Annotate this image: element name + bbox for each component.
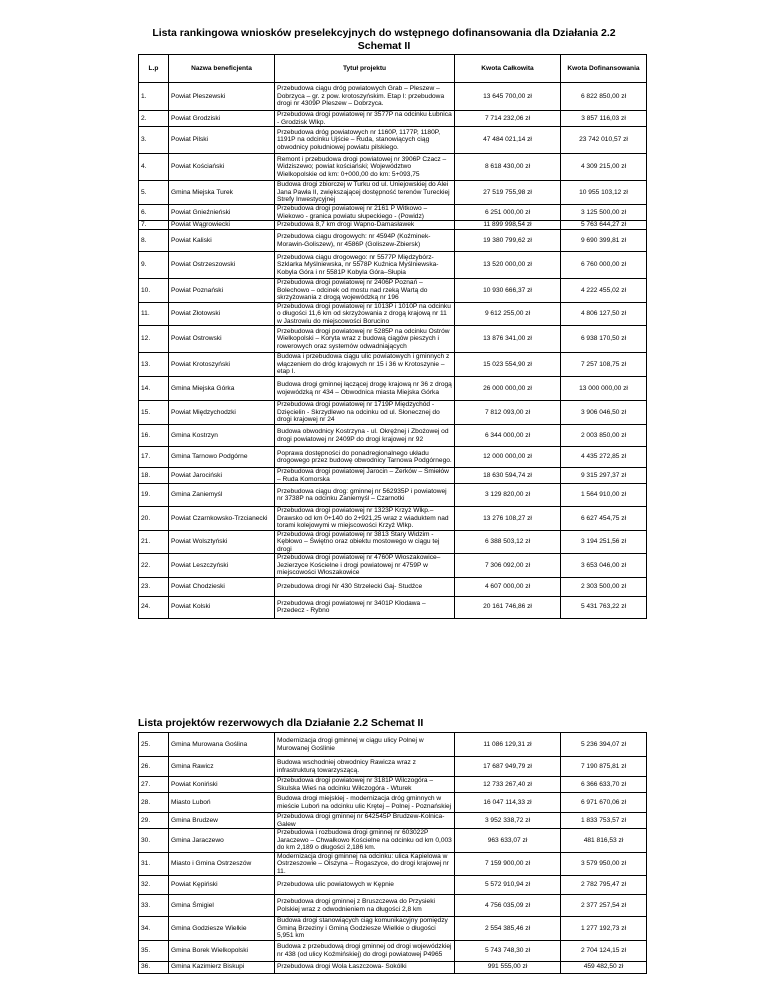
row-funding: 2 782 795,47 zł [561, 876, 647, 895]
table-row [139, 127, 647, 154]
row-funding: 459 482,50 zł [561, 961, 647, 973]
table-row [139, 596, 647, 618]
row-funding: 6 627 454,75 zł [561, 507, 647, 531]
header-total: Kwota Całkowita [455, 55, 561, 83]
table-row [139, 111, 647, 127]
row-lp: 2. [139, 111, 169, 127]
row-beneficiary: Gmina Godziesze Wielkie [169, 917, 275, 941]
row-total: 7 159 900,00 zł [455, 852, 561, 876]
row-lp: 1. [139, 83, 169, 111]
row-funding: 5 431 763,22 zł [561, 596, 647, 618]
row-beneficiary: Powiat Poznański [169, 279, 275, 303]
row-project-title: Przebudowa drogi powiatowej nr 3577P na odcinku Łubnica - Grodzisk Wlkp. [275, 111, 455, 127]
row-total: 19 380 799,62 zł [455, 230, 561, 252]
table-row [139, 961, 647, 973]
row-beneficiary: Powiat Leszczyński [169, 554, 275, 578]
row-beneficiary: Gmina Zaniemyśl [169, 484, 275, 507]
row-funding: 6 822 850,00 zł [561, 83, 647, 111]
row-lp: 6. [139, 205, 169, 221]
row-lp: 29. [139, 813, 169, 829]
row-total: 6 344 000,00 zł [455, 425, 561, 447]
row-lp: 8. [139, 230, 169, 252]
row-project-title: Budowa obwodnicy Kostrzyna - ul. Okrężnej i Zbożowej od drogi powiatowej nr 2409P do drogi krajowej nr 92 [275, 425, 455, 447]
row-total: 12 000 000,00 zł [455, 447, 561, 468]
table-row [139, 530, 647, 554]
row-total: 7 714 232,06 zł [455, 111, 561, 127]
row-funding: 7 257 108,75 zł [561, 353, 647, 377]
row-funding: 3 194 251,56 zł [561, 530, 647, 554]
row-lp: 36. [139, 961, 169, 973]
row-total: 4 607 000,00 zł [455, 577, 561, 596]
table-row [139, 917, 647, 941]
row-project-title: Przebudowa dróg powiatowych nr 1160P, 1177P, 1180P, 1191P na odcinku Ujście – Ruda, stanowiących ciąg obwodnicy południowej powiatu pilskiego. [275, 127, 455, 154]
row-beneficiary: Gmina Brudzew [169, 813, 275, 829]
row-project-title: Przebudowa drogi powiatowej nr 3813 Stary Widzim - Kębłowo – Świętno oraz obiektu mostowego w ciągu tej drogi [275, 530, 455, 554]
row-beneficiary: Powiat Ostrowski [169, 326, 275, 353]
row-total: 9 612 255,00 zł [455, 302, 561, 326]
table-row [139, 813, 647, 829]
row-project-title: Przebudowa drogi powiatowej nr 1013P i 1010P na odcinku o długości 11,6 km od skrzyżowania z drogą krajową nr 11 w Jastrowiu do miejscowości Borucino [275, 302, 455, 326]
table-row [139, 757, 647, 777]
row-total: 5 572 910,94 zł [455, 876, 561, 895]
row-project-title: Przebudowa drogi powiatowej nr 1323P Krzyż Wlkp.–Drawsko od km 0+140 do 2+921,25 wraz z wiaduktem nad torami kolejowymi w miejscowości Krzyż Wlkp. [275, 507, 455, 531]
reserve-section-title: Lista projektów rezerwowych dla Działanie 2.2 Schemat II [138, 717, 424, 729]
row-project-title: Przebudowa drogi powiatowej nr 1719P Międzychód - Dzięcielin - Skrzydlewo na odcinku od ul. Słonecznej do drogi krajowej nr 24 [275, 401, 455, 425]
row-lp: 15. [139, 401, 169, 425]
row-funding: 4 806 127,50 zł [561, 302, 647, 326]
row-project-title: Przebudowa ciągu drog: gminnej nr 562935P i powiatowej nr 3738P na odcinku Zaniemyśl – Czarnotki [275, 484, 455, 507]
reserve-table [138, 732, 647, 974]
row-total: 10 930 666,37 zł [455, 279, 561, 303]
row-project-title: Modernizacja drogi gminnej na odcinku: ulica Kapielowa w Ostrzeszowie – Olszyna – Rogaszyce, do drogi krajowej nr 11. [275, 852, 455, 876]
row-total: 17 687 949,79 zł [455, 757, 561, 777]
row-lp: 13. [139, 353, 169, 377]
row-lp: 21. [139, 530, 169, 554]
row-funding: 3 579 950,00 zł [561, 852, 647, 876]
row-lp: 14. [139, 377, 169, 401]
row-project-title: Budowa i przebudowa ciągu ulic powiatowych i gminnych z włączeniem do dróg krajowych nr 15 i 36 w Krotoszynie – etap I. [275, 353, 455, 377]
row-project-title: Przebudowa drogi powiatowej nr 2161 P Witkowo – Wiekowo - granica powiatu słupeckiego - (Powidz) [275, 205, 455, 221]
row-project-title: Przebudowa drogi powiatowej nr 3401P Kłodawa – Przedecz - Rybno [275, 596, 455, 618]
row-project-title: Przebudowa ulic powiatowych w Kępnie [275, 876, 455, 895]
row-project-title: Przebudowa drogi Nr 430 Strzelecki Gaj- Studźce [275, 577, 455, 596]
row-funding: 9 315 297,37 zł [561, 468, 647, 484]
row-funding: 3 857 116,03 zł [561, 111, 647, 127]
row-project-title: Przebudowa 8,7 km drogi Wapno-Damasławek [275, 221, 455, 230]
row-funding: 4 222 455,02 zł [561, 279, 647, 303]
row-beneficiary: Powiat Wolsztyński [169, 530, 275, 554]
table-row [139, 302, 647, 326]
row-funding: 23 742 010,57 zł [561, 127, 647, 154]
row-beneficiary: Gmina Murowana Goślina [169, 733, 275, 757]
row-funding: 2 377 257,54 zł [561, 895, 647, 917]
row-funding: 6 938 170,50 zł [561, 326, 647, 353]
table-row [139, 793, 647, 813]
row-lp: 17. [139, 447, 169, 468]
row-project-title: Budowa drogi miejskiej - modernizacja dróg gminnych w mieście Luboń na odcinku ulic Krętej – Polnej - Poznańskiej [275, 793, 455, 813]
row-beneficiary: Gmina Kazimierz Biskupi [169, 961, 275, 973]
row-beneficiary: Gmina Miejska Górka [169, 377, 275, 401]
row-total: 2 554 385,46 zł [455, 917, 561, 941]
row-beneficiary: Powiat Chodzieski [169, 577, 275, 596]
row-total: 3 952 338,72 zł [455, 813, 561, 829]
row-project-title: Przebudowa drogi powiatowej nr 2406P Poznań – Bolechowo – odcinek od mostu nad rzeką Wartą do skrzyżowania z drogą wojewódzką nr 196 [275, 279, 455, 303]
row-project-title: Przebudowa drogi powiatowej nr 5285P na odcinku Ostrów Wielkopolski – Koryta wraz z budową ciągów pieszych i rowerowych oraz systemów odwadniających [275, 326, 455, 353]
row-lp: 18. [139, 468, 169, 484]
table-row [139, 777, 647, 793]
row-lp: 28. [139, 793, 169, 813]
row-lp: 3. [139, 127, 169, 154]
row-total: 4 756 035,09 zł [455, 895, 561, 917]
row-funding: 6 366 633,70 zł [561, 777, 647, 793]
table-row [139, 326, 647, 353]
row-total: 47 484 021,14 zł [455, 127, 561, 154]
table-row [139, 425, 647, 447]
row-beneficiary: Powiat Złotowski [169, 302, 275, 326]
row-total: 6 251 000,00 zł [455, 205, 561, 221]
page-title: Lista rankingowa wniosków preselekcyjnych do wstępnego dofinansowania dla Działania 2.2 [152, 27, 616, 39]
row-beneficiary: Powiat Kępiński [169, 876, 275, 895]
table-row [139, 733, 647, 757]
row-funding: 10 955 103,12 zł [561, 181, 647, 205]
row-total: 26 000 000,00 zł [455, 377, 561, 401]
table-row [139, 230, 647, 252]
row-beneficiary: Gmina Jaraczewo [169, 829, 275, 853]
table-row [139, 181, 647, 205]
table-row [139, 507, 647, 531]
row-beneficiary: Powiat Wągrowiecki [169, 221, 275, 230]
row-funding: 13 000 000,00 zł [561, 377, 647, 401]
row-funding: 7 190 875,81 zł [561, 757, 647, 777]
row-lp: 5. [139, 181, 169, 205]
row-beneficiary: Powiat Kościański [169, 154, 275, 181]
table-row [139, 895, 647, 917]
row-funding: 3 125 500,00 zł [561, 205, 647, 221]
row-beneficiary: Powiat Gnieźnieński [169, 205, 275, 221]
row-project-title: Przebudowa ciągu drogowego: nr 5577P Międzybórz-Szklarka Myślniewska, nr 5578P Kuźnica Myślniewska-Kobyla Góra i nr 5581P Kobyla Góra–Słupia [275, 252, 455, 279]
row-lp: 7. [139, 221, 169, 230]
row-funding: 2 303 500,00 zł [561, 577, 647, 596]
row-beneficiary: Powiat Pilski [169, 127, 275, 154]
row-total: 3 129 820,00 zł [455, 484, 561, 507]
row-funding: 5 236 394,07 zł [561, 733, 647, 757]
table-row [139, 353, 647, 377]
row-lp: 9. [139, 252, 169, 279]
row-funding: 5 763 644,27 zł [561, 221, 647, 230]
row-lp: 27. [139, 777, 169, 793]
row-funding: 2 704 124,15 zł [561, 940, 647, 961]
table-row [139, 205, 647, 221]
row-beneficiary: Powiat Czarnkowsko-Trzcianecki [169, 507, 275, 531]
row-beneficiary: Gmina Rawicz [169, 757, 275, 777]
row-total: 13 876 341,00 zł [455, 326, 561, 353]
row-beneficiary: Powiat Pleszewski [169, 83, 275, 111]
row-lp: 34. [139, 917, 169, 941]
row-lp: 26. [139, 757, 169, 777]
row-project-title: Przebudowa drogi powiatowej nr 4760P Włoszakowice–Jezierzyce Kościelne i drogi powiatowej nr 4759P w miejscowości Włoszakowice [275, 554, 455, 578]
row-beneficiary: Miasto i Gmina Ostrzeszów [169, 852, 275, 876]
row-funding: 481 816,53 zł [561, 829, 647, 853]
row-total: 8 618 430,00 zł [455, 154, 561, 181]
row-lp: 24. [139, 596, 169, 618]
header-funding: Kwota Dofinansowania [561, 55, 647, 83]
row-funding: 1 564 910,00 zł [561, 484, 647, 507]
table-row [139, 876, 647, 895]
row-total: 11 086 129,31 zł [455, 733, 561, 757]
row-total: 27 519 755,98 zł [455, 181, 561, 205]
row-project-title: Poprawa dostępności do ponadregionalnego układu drogowego przez budowę obwodnicy Tarnowa Podgórnego. [275, 447, 455, 468]
row-project-title: Przebudowa ciągu dróg powiatowych Grab – Pleszew – Dobrzyca – gr. z pow. krotoszyńskim. Etap I: przebudowa drogi nr 4309P Pleszew – Dobrzyca. [275, 83, 455, 111]
row-lp: 23. [139, 577, 169, 596]
row-lp: 12. [139, 326, 169, 353]
row-lp: 22. [139, 554, 169, 578]
row-project-title: Przebudowa drogi gminnej nr 642545P Brudzew-Kolnica-Galew [275, 813, 455, 829]
row-project-title: Budowa z przebudową drogi gminnej od drogi wojewódzkiej nr 438 (od ulicy Koźmińskiej) do drogi powiatowej P4965 [275, 940, 455, 961]
row-project-title: Przebudowa drogi powiatowej nr 3181P Wilczogóra – Skulska Wieś na odcinku Wilczogóra - Wturek [275, 777, 455, 793]
row-total: 13 276 108,27 zł [455, 507, 561, 531]
row-total: 13 520 000,00 zł [455, 252, 561, 279]
row-project-title: Budowa drogi stanowiących ciąg komunikacyjny pomiędzy Gminą Brzeziny i Gminą Godziesze Wielkie o długości 5,951 km [275, 917, 455, 941]
table-row [139, 829, 647, 853]
row-lp: 16. [139, 425, 169, 447]
row-beneficiary: Powiat Krotoszyński [169, 353, 275, 377]
row-beneficiary: Powiat Kaliski [169, 230, 275, 252]
row-funding: 6 971 670,06 zł [561, 793, 647, 813]
table-row [139, 83, 647, 111]
row-project-title: Remont i przebudowa drogi powiatowej nr 3906P Czacz – Widziszewo; powiat kościański; Województwo Wielkopolskie od km: 0+000,00 do km: 5+093,75 [275, 154, 455, 181]
table-row [139, 401, 647, 425]
row-beneficiary: Gmina Tarnowo Podgórne [169, 447, 275, 468]
row-project-title: Budowa drogi gminnej łączącej drogę krajową nr 36 z drogą wojewódzką nr 434 – Obwodnica miasta Miejska Górka [275, 377, 455, 401]
row-lp: 32. [139, 876, 169, 895]
row-project-title: Przebudowa drogi Wola Łaszczowa- Sokólki [275, 961, 455, 973]
table-row [139, 447, 647, 468]
table-header [139, 55, 647, 83]
header-project: Tytuł projektu [275, 55, 455, 83]
row-lp: 20. [139, 507, 169, 531]
table-row [139, 940, 647, 961]
row-beneficiary: Powiat Jarociński [169, 468, 275, 484]
table-row [139, 468, 647, 484]
row-funding: 9 690 399,81 zł [561, 230, 647, 252]
row-project-title: Przebudowa i rozbudowa drogi gminnej nr 603022P Jaraczewo – Chwałkowo Kościelne na odcinku od km 0,003 do km 2,189 o długości 2,186 km. [275, 829, 455, 853]
row-beneficiary: Powiat Kolski [169, 596, 275, 618]
row-lp: 4. [139, 154, 169, 181]
table-row [139, 554, 647, 578]
row-total: 991 555,00 zł [455, 961, 561, 973]
row-beneficiary: Powiat Międzychodzki [169, 401, 275, 425]
row-lp: 30. [139, 829, 169, 853]
row-lp: 35. [139, 940, 169, 961]
table-row [139, 577, 647, 596]
row-funding: 1 833 753,57 zł [561, 813, 647, 829]
row-project-title: Przebudowa drogi gminnej z Bruszczewa do Przysieki Polskiej wraz z odwodnieniem na długości 2,8 km [275, 895, 455, 917]
row-beneficiary: Powiat Koniński [169, 777, 275, 793]
table-row [139, 377, 647, 401]
ranking-table [138, 54, 647, 619]
row-total: 16 047 114,33 zł [455, 793, 561, 813]
table-row [139, 221, 647, 230]
table-row [139, 154, 647, 181]
row-funding: 3 653 046,00 zł [561, 554, 647, 578]
header-beneficiary: Nazwa beneficjenta [169, 55, 275, 83]
row-project-title: Przebudowa drogi powiatowej Jarocin – Żerków – Śmiełów – Ruda Komorska [275, 468, 455, 484]
header-lp: L.p [139, 55, 169, 83]
row-funding: 1 277 192,73 zł [561, 917, 647, 941]
row-beneficiary: Gmina Borek Wielkopolski [169, 940, 275, 961]
row-lp: 31. [139, 852, 169, 876]
row-funding: 2 003 850,00 zł [561, 425, 647, 447]
page-subtitle: Schemat II [357, 40, 411, 52]
row-lp: 11. [139, 302, 169, 326]
table-row [139, 852, 647, 876]
row-project-title: Budowa drogi zbiorczej w Turku od ul. Uniejowskiej do Alei Jana Pawła II, zwiększającej dostępność terenów Tureckiej Strefy Inwestycyjnej [275, 181, 455, 205]
row-total: 20 161 746,86 zł [455, 596, 561, 618]
table-row [139, 484, 647, 507]
row-project-title: Przebudowa ciągu drogowych: nr 4594P (Koźminek-Morawin-Goliszew), nr 4586P (Goliszew-Zbiersk) [275, 230, 455, 252]
row-total: 6 388 503,12 zł [455, 530, 561, 554]
row-total: 12 733 267,40 zł [455, 777, 561, 793]
row-lp: 33. [139, 895, 169, 917]
row-funding: 4 309 215,00 zł [561, 154, 647, 181]
row-total: 11 899 998,54 zł [455, 221, 561, 230]
row-project-title: Budowa wschodniej obwodnicy Rawicza wraz z infrastrukturą towarzyszącą. [275, 757, 455, 777]
row-total: 15 023 554,90 zł [455, 353, 561, 377]
row-beneficiary: Gmina Śmigiel [169, 895, 275, 917]
table-row [139, 252, 647, 279]
row-total: 7 306 092,00 zł [455, 554, 561, 578]
row-beneficiary: Gmina Miejska Turek [169, 181, 275, 205]
table-row [139, 279, 647, 303]
row-total: 963 633,07 zł [455, 829, 561, 853]
row-beneficiary: Gmina Kostrzyn [169, 425, 275, 447]
row-funding: 3 906 046,50 zł [561, 401, 647, 425]
row-beneficiary: Miasto Luboń [169, 793, 275, 813]
row-beneficiary: Powiat Grodziski [169, 111, 275, 127]
row-total: 18 630 594,74 zł [455, 468, 561, 484]
row-funding: 6 760 000,00 zł [561, 252, 647, 279]
row-total: 7 812 093,00 zł [455, 401, 561, 425]
row-beneficiary: Powiat Ostrzeszowski [169, 252, 275, 279]
row-total: 5 743 748,30 zł [455, 940, 561, 961]
row-lp: 19. [139, 484, 169, 507]
row-lp: 25. [139, 733, 169, 757]
row-total: 13 645 700,00 zł [455, 83, 561, 111]
row-lp: 10. [139, 279, 169, 303]
row-funding: 4 435 272,85 zł [561, 447, 647, 468]
row-project-title: Modernizacja drogi gminnej w ciągu ulicy Polnej w Murowanej Goślinie [275, 733, 455, 757]
